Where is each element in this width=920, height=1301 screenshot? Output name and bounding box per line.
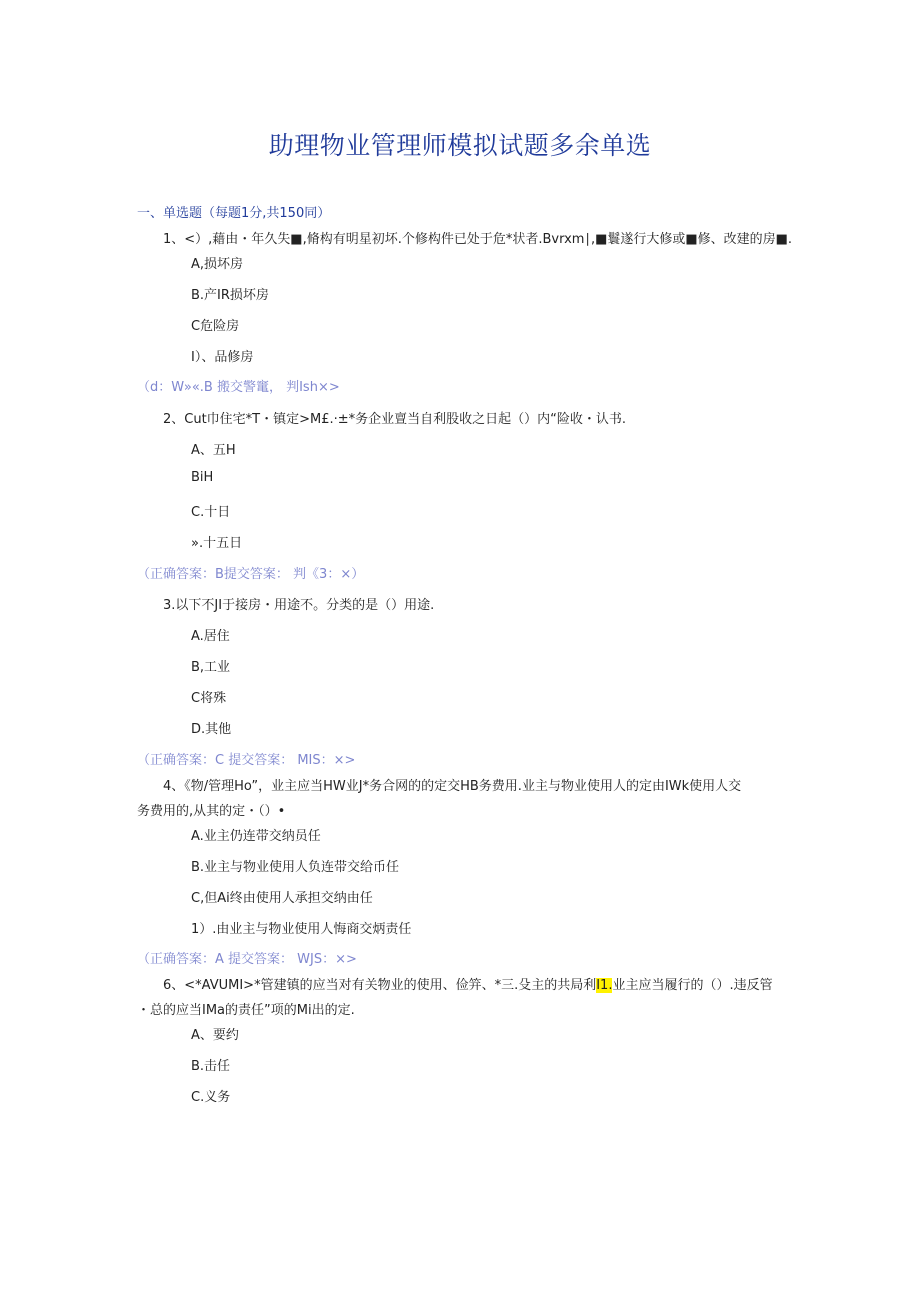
question-4-stem: 4、《物/管理Ho”，业主应当HW业J*务合网的的定交HB务费用.业主与物业使用人的定由IWk使用人交	[163, 779, 742, 794]
question-3-answer: （正确答案：C 提交答案： MIS：×>	[137, 753, 356, 768]
question-2-option-a: A、五H	[191, 443, 236, 458]
question-3-option-d: D.其他	[191, 722, 232, 737]
question-1-stem: 1、<）,藉由・年久失■,脩构有明星初坏.个修构件已处于危*状者.Bvrxm∣,■鬟遂行大修或■修、改建的房■.	[163, 232, 793, 247]
question-1-option-c: C危险房	[191, 319, 240, 334]
question-4-option-a: A.业主仍连带交纳员任	[191, 829, 321, 844]
question-6-option-c: C.义务	[191, 1090, 231, 1105]
question-6-stem-end: 业主应当履行的（）.违反管	[612, 978, 773, 993]
question-1-option-d: I）、品修房	[191, 350, 254, 365]
question-2-option-b: BiH	[191, 470, 214, 485]
question-2-option-d: ».十五日	[191, 536, 243, 551]
question-6-option-b: B.击任	[191, 1059, 231, 1074]
question-3-option-c: C将殊	[191, 691, 227, 706]
question-3-option-b: B,工业	[191, 660, 231, 675]
document-title: 助理物业管理师模拟试题多余单选	[268, 131, 652, 160]
question-4-option-c: C,但Ai终由使用人承担交纳由任	[191, 891, 373, 906]
question-3-stem: 3.以下不JI于接房・用途不。分类的是（）用途.	[163, 598, 435, 613]
question-4-answer: （正确答案：A 提交答案： WJS：×>	[137, 952, 357, 967]
question-1-option-a: A,损坏房	[191, 257, 244, 272]
question-4-option-b: B.业主与物业使用人负连带交给币任	[191, 860, 400, 875]
question-1-option-b: B.产IR损坏房	[191, 288, 269, 303]
question-2-option-c: C.十日	[191, 505, 231, 520]
question-3-option-a: A.居住	[191, 629, 230, 644]
question-4-option-d: 1）.由业主与物业使用人悔商交炳责任	[191, 922, 412, 937]
question-6-stem-continued: ・总的应当IMa的责任”项的Mi出的定.	[137, 1003, 355, 1018]
highlighted-text: I1.	[596, 978, 613, 993]
question-1-answer: （d：W»«.B 搬交警竃， 判Ish×>	[137, 380, 340, 395]
question-2-stem: 2、Cut巾住宅*T・镇定>M£.·±*务企业亶当自利股收之日起（）内“险收・认书.	[163, 412, 627, 427]
question-2-answer: （正确答案：B提交答案： 判《3：×）	[137, 567, 365, 582]
question-6-stem	[163, 974, 773, 993]
question-6-stem-start: 6、<*AVUMI>*管建镇的应当对有关物业的使用、俭笄、*三.殳主的共局利	[163, 978, 597, 993]
question-6-option-a: A、要约	[191, 1028, 239, 1043]
question-4-stem-continued: 务费用的,从其的定・（）•	[137, 804, 286, 819]
section-heading: 一、单选题（每题1分,共150同）	[137, 206, 331, 221]
